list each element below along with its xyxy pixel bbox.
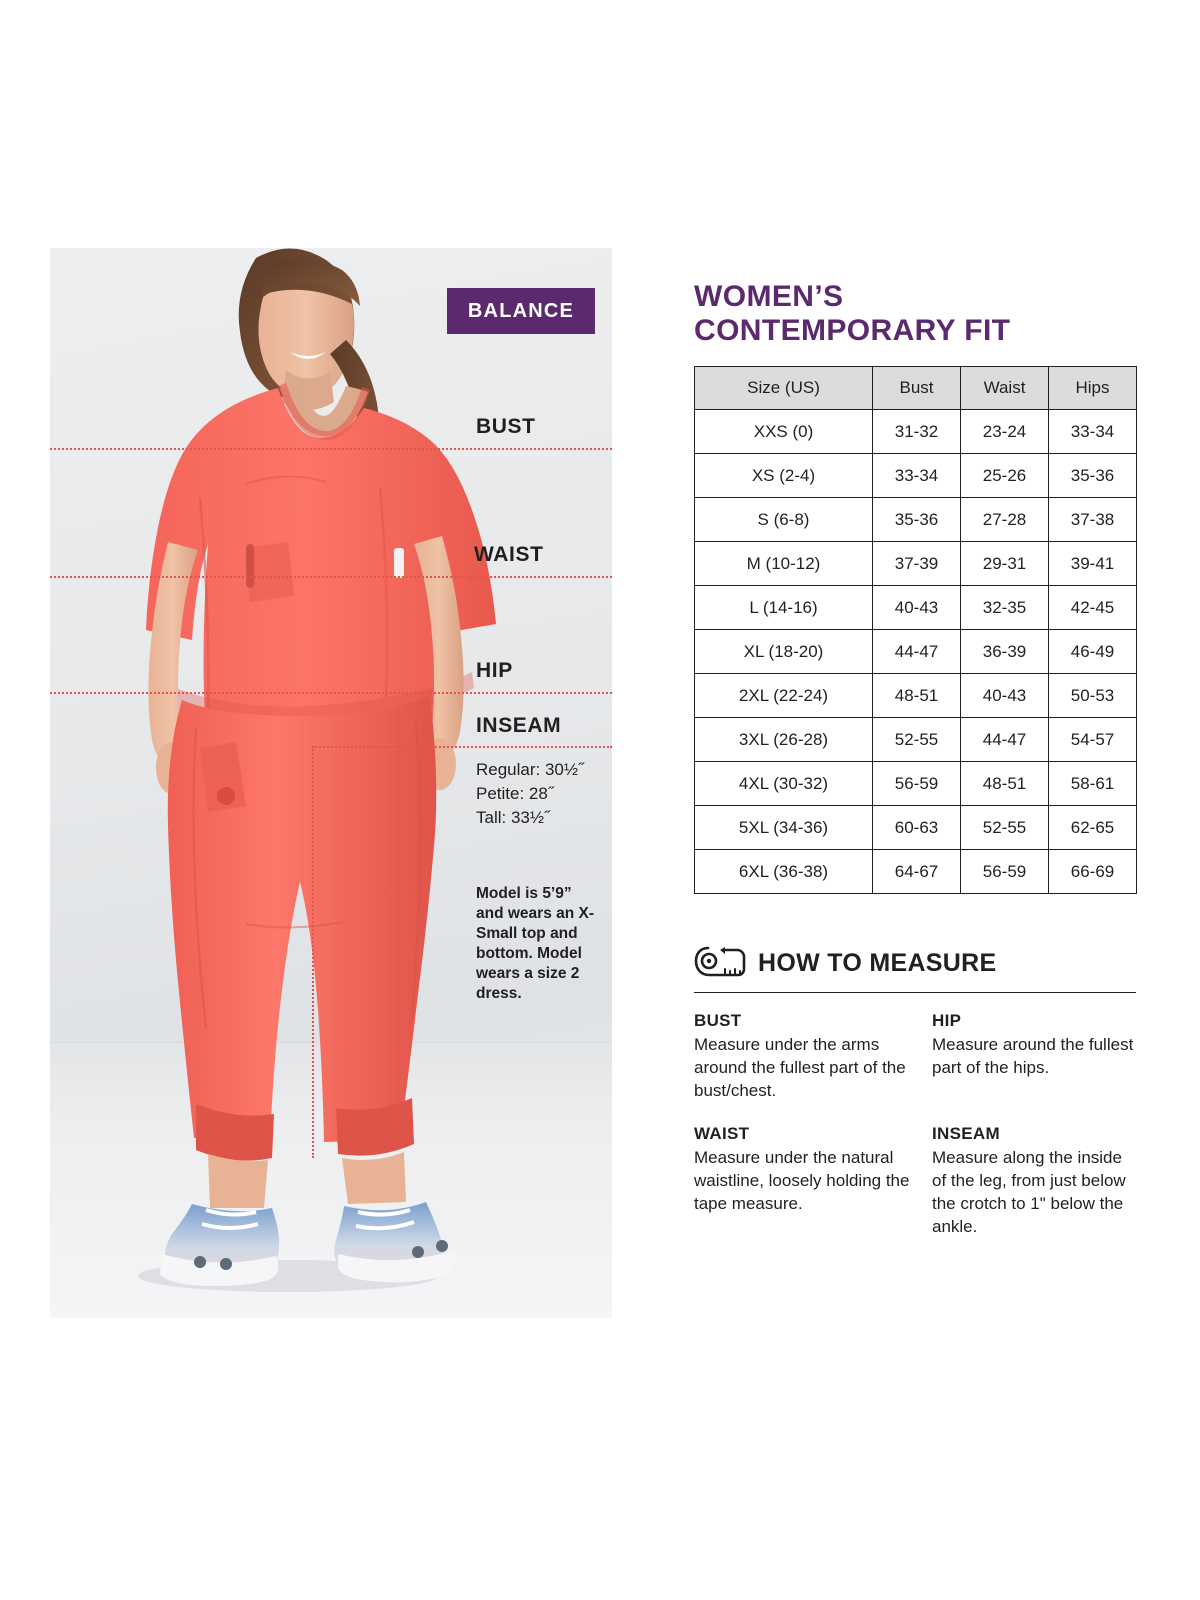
table-row [695,850,1137,894]
cell-bust: 40-43 [873,586,961,630]
cell-bust: 37-39 [873,542,961,586]
cell-bust: 31-32 [873,410,961,454]
table-row [695,542,1137,586]
table-row [695,630,1137,674]
column-header-waist: Waist [961,367,1049,410]
cell-size: 3XL (26-28) [695,718,873,762]
inseam-option-regular: Regular: 30½˝ [476,760,584,779]
how-to-measure-section [694,946,1136,1238]
cell-bust: 48-51 [873,674,961,718]
cell-waist: 56-59 [961,850,1049,894]
measure-item-title: WAIST [694,1124,750,1143]
cell-waist: 23-24 [961,410,1049,454]
cell-hips: 46-49 [1049,630,1137,674]
cell-size: S (6-8) [695,498,873,542]
cell-bust: 56-59 [873,762,961,806]
cell-waist: 48-51 [961,762,1049,806]
cell-hips: 66-69 [1049,850,1137,894]
cell-size: XXS (0) [695,410,873,454]
hip-guide-line [50,692,612,694]
inseam-option-tall: Tall: 33½˝ [476,808,550,827]
bust-label: BUST [476,415,536,438]
inseam-options [476,758,584,830]
model-note: Model is 5’9” and wears an X-Small top and bottom. Model wears a size 2 dress. [476,885,595,1002]
hip-label: HIP [476,659,513,682]
cell-size: XS (2-4) [695,454,873,498]
how-to-measure-divider [694,992,1136,993]
cell-waist: 25-26 [961,454,1049,498]
cell-size: XL (18-20) [695,630,873,674]
cell-waist: 32-35 [961,586,1049,630]
measure-item-bust [694,1011,932,1102]
cell-hips: 42-45 [1049,586,1137,630]
inseam-option-petite: Petite: 28˝ [476,784,554,803]
table-header-row [695,367,1137,410]
model-photo-panel [50,248,612,1318]
waist-guide-line [50,576,612,578]
table-row [695,762,1137,806]
inseam-guide-line-vertical [312,746,314,1158]
measure-item-title: INSEAM [932,1124,1000,1143]
size-info-column [694,280,1136,1238]
size-chart-table [694,366,1137,894]
cell-waist: 29-31 [961,542,1049,586]
table-row [695,718,1137,762]
cell-waist: 27-28 [961,498,1049,542]
cell-waist: 40-43 [961,674,1049,718]
cell-hips: 37-38 [1049,498,1137,542]
cell-waist: 36-39 [961,630,1049,674]
measure-item-text: Measure around the fullest part of the hips. [932,1035,1134,1077]
table-row [695,498,1137,542]
measure-item-text: Measure under the arms around the fullest part of the bust/chest. [694,1035,906,1100]
cell-size: 5XL (34-36) [695,806,873,850]
cell-bust: 60-63 [873,806,961,850]
inseam-label: INSEAM [476,714,562,737]
waist-label: WAIST [474,543,544,566]
tape-measure-icon [694,946,746,980]
cell-waist: 44-47 [961,718,1049,762]
page-title-line1: WOMEN’S [694,280,844,313]
cell-bust: 64-67 [873,850,961,894]
column-header-bust: Bust [873,367,961,410]
how-to-measure-title: HOW TO MEASURE [758,948,997,977]
cell-size: M (10-12) [695,542,873,586]
cell-hips: 54-57 [1049,718,1137,762]
column-header-size: Size (US) [695,367,873,410]
brand-badge: BALANCE [447,288,595,334]
cell-hips: 58-61 [1049,762,1137,806]
table-row [695,454,1137,498]
cell-hips: 35-36 [1049,454,1137,498]
cell-size: 6XL (36-38) [695,850,873,894]
measure-item-inseam [932,1124,1136,1238]
table-row [695,410,1137,454]
cell-hips: 62-65 [1049,806,1137,850]
page-title-line2: CONTEMPORARY FIT [694,314,1011,347]
table-row [695,586,1137,630]
measure-item-hip [932,1011,1136,1102]
cell-hips: 50-53 [1049,674,1137,718]
cell-bust: 44-47 [873,630,961,674]
measure-item-waist [694,1124,932,1238]
cell-bust: 35-36 [873,498,961,542]
measure-item-title: HIP [932,1011,962,1030]
measure-item-title: BUST [694,1011,742,1030]
column-header-hips: Hips [1049,367,1137,410]
cell-size: 2XL (22-24) [695,674,873,718]
cell-bust: 52-55 [873,718,961,762]
cell-waist: 52-55 [961,806,1049,850]
inseam-guide-line [312,746,612,748]
cell-bust: 33-34 [873,454,961,498]
table-row [695,674,1137,718]
page-title [694,280,1136,348]
how-to-measure-items [694,1011,1136,1238]
table-row [695,806,1137,850]
measure-item-text: Measure under the natural waistline, loosely holding the tape measure. [694,1148,910,1213]
measure-item-text: Measure along the inside of the leg, from just below the crotch to 1" below the ankle. [932,1148,1126,1236]
how-to-measure-header [694,946,1136,980]
bust-guide-line [50,448,612,450]
cell-hips: 33-34 [1049,410,1137,454]
cell-size: L (14-16) [695,586,873,630]
cell-size: 4XL (30-32) [695,762,873,806]
cell-hips: 39-41 [1049,542,1137,586]
